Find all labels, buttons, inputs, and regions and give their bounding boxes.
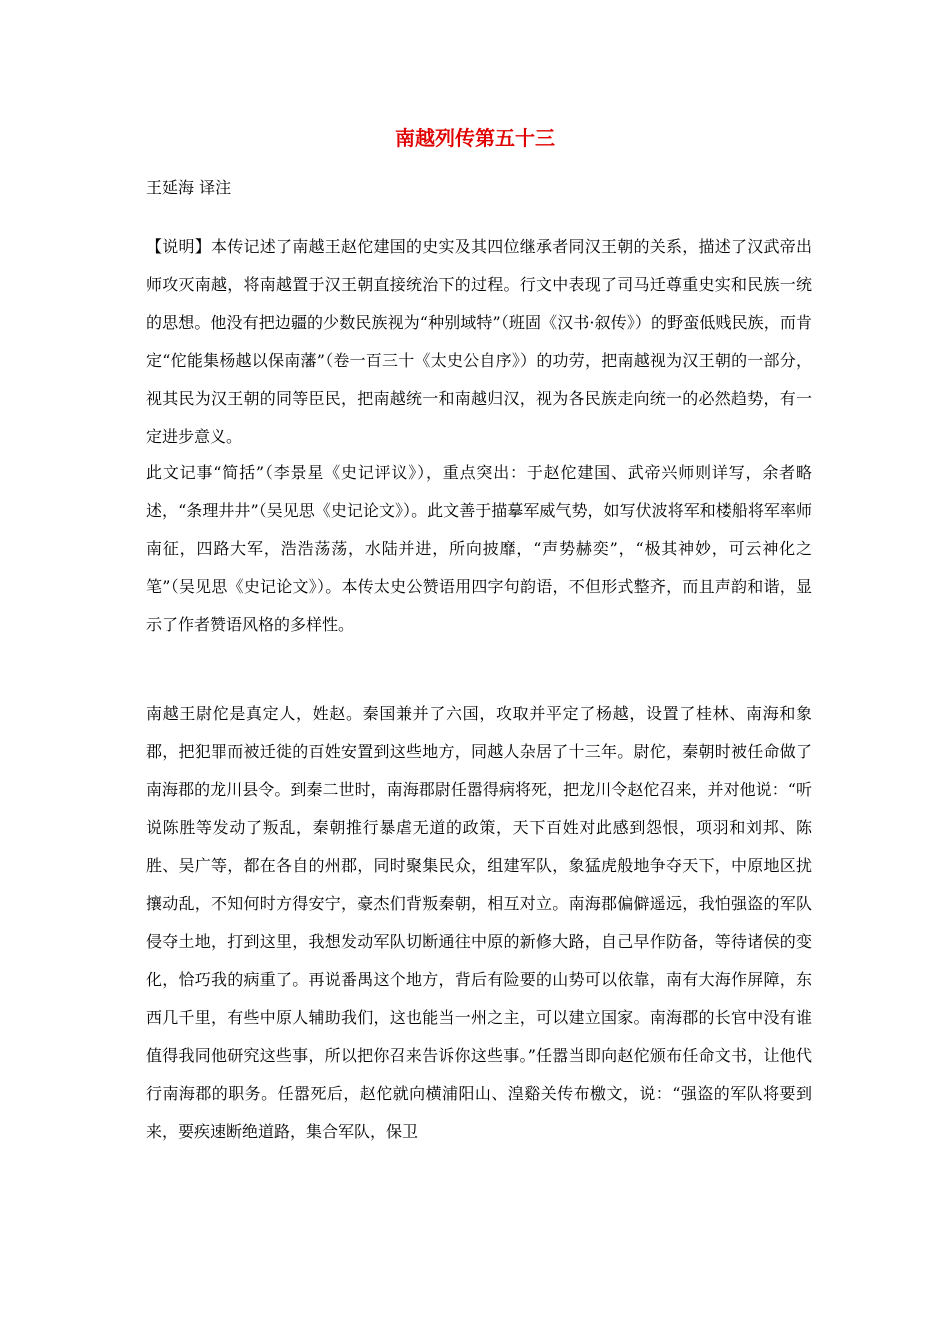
- intro-paragraph: 此文记事“简括”（李景星《史记评议》），重点突出：于赵佗建国、武帝兴师则详写，余者略述，“条理井井”（吴见思《史记论文》）。此文善于描摹军威气势，如写伏波将军和楼船将军率师南征，四路大军，浩浩荡荡，水陆并进，所向披靡，“声势赫奕”，“极其神妙，可云神化之笔”（吴见思《史记论文》）。本传太史公赞语用四字句韵语，不但形式整齐，而且声韵和谐，显示了作者赞语风格的多样性。: [146, 463, 812, 634]
- translator-byline: 王延海 译注: [146, 178, 232, 197]
- intro-paragraph: 【说明】本传记述了南越王赵佗建国的史实及其四位继承者同汉王朝的关系，描述了汉武帝出师攻灭南越，将南越置于汉王朝直接统治下的过程。行文中表现了司马迁尊重史实和民族一统的思想。他没有把边疆的少数民族视为“种别域特”（班固《汉书·叙传》）的野蛮低贱民族，而肯定“佗能集杨越以保南藩”（卷一百三十《太史公自序》）的功劳，把南越视为汉王朝的一部分，视其民为汉王朝的同等臣民，把南越统一和南越归汉，视为各民族走向统一的必然趋势，有一定进步意义。: [146, 237, 812, 446]
- main-text-section: [146, 695, 812, 1151]
- document-title: 南越列传第五十三: [395, 126, 555, 150]
- intro-section: [146, 228, 812, 644]
- main-paragraph: 南越王尉佗是真定人，姓赵。秦国兼并了六国，攻取并平定了杨越，设置了桂林、南海和象郡，把犯罪而被迁徙的百姓安置到这些地方，同越人杂居了十三年。尉佗，秦朝时被任命做了南海郡的龙川县令。到秦二世时，南海郡尉任嚣得病将死，把龙川令赵佗召来，并对他说：“听说陈胜等发动了叛乱，秦朝推行暴虐无道的政策，天下百姓对此感到怨恨，项羽和刘邦、陈胜、吴广等，都在各自的州郡，同时聚集民众，组建军队，象猛虎般地争夺天下，中原地区扰攘动乱，不知何时方得安宁，豪杰们背叛秦朝，相互对立。南海郡偏僻遥远，我怕强盗的军队侵夺土地，打到这里，我想发动军队切断通往中原的新修大路，自己早作防备，等待诸侯的变化，恰巧我的病重了。再说番禺这个地方，背后有险要的山势可以依靠，南有大海作屏障，东西几千里，有些中原人辅助我们，这也能当一州之主，可以建立国家。南海郡的长官中没有谁值得我同他研究这些事，所以把你召来告诉你这些事。”任嚣当即向赵佗颁布任命文书，让他代行南海郡的职务。任嚣死后，赵佗就向横浦阳山、湟谿关传布檄文，说：“强盗的军队将要到来，要疾速断绝道路，集合军队，保卫: [146, 704, 812, 1141]
